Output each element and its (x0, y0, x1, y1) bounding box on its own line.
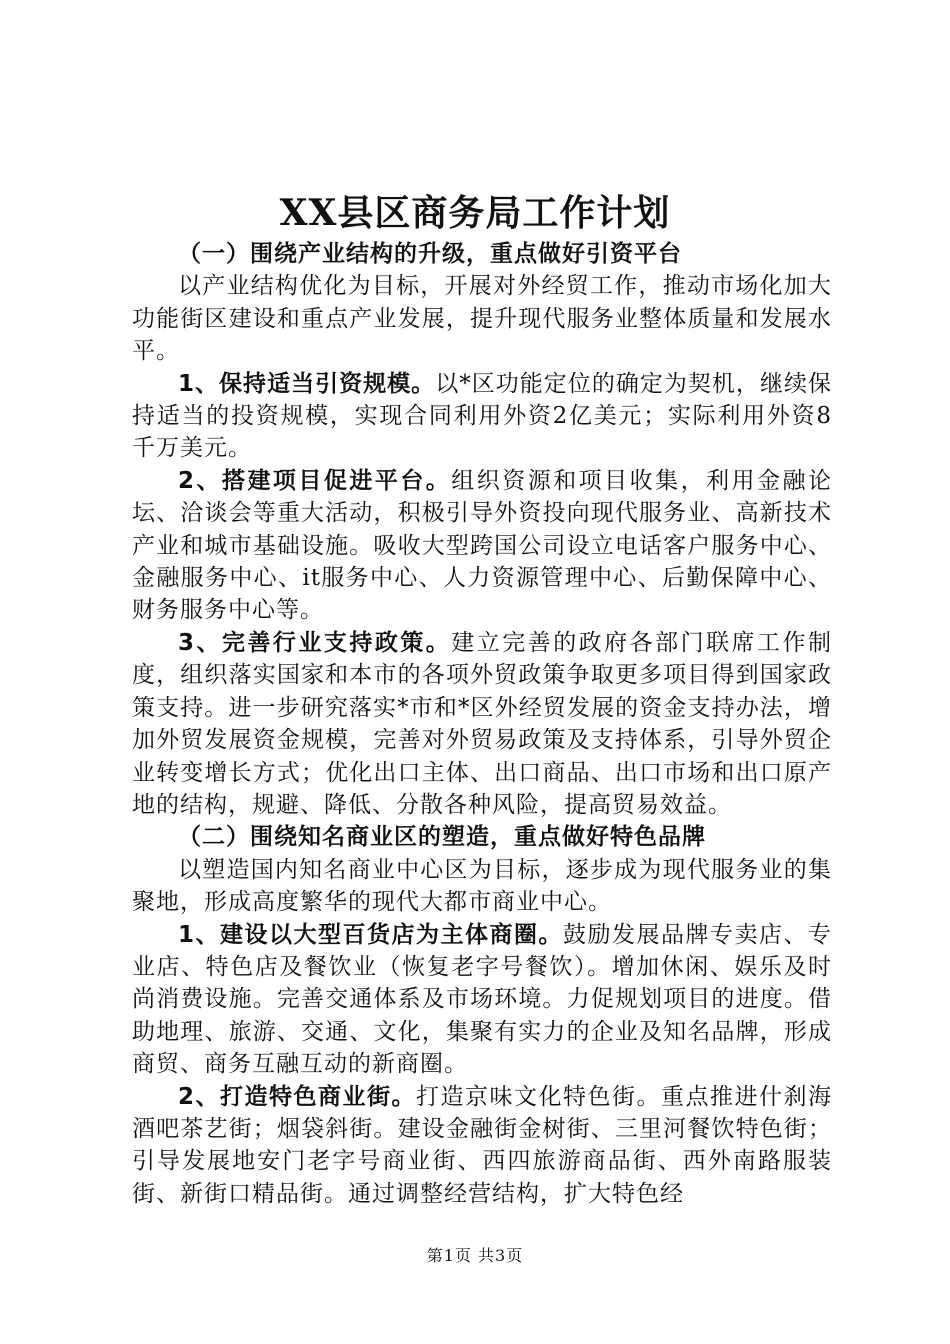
section-1-intro: 以产业结构优化为目标，开展对外经贸工作，推动市场化加大功能街区建设和重点产业发展，提升现代服务业整体质量和发展水平。 (132, 273, 832, 365)
section-1-item-3-text: 建立完善的政府各部门联席工作制度，组织落实国家和本市的各项外贸政策争取更多项目得到国家政策支持。进一步研究落实*市和*区外经贸发展的资金支持办法，增加外贸发展资金规模，完善对外贸易政策及支持体系，引导外贸企业转变增长方式；优化出口主体、出口商品、出口市场和出口原产地的结构，规避、降低、分散各种风险，提高贸易效益。 (132, 629, 832, 818)
section-2-intro: 以塑造国内知名商业中心区为目标，逐步成为现代服务业的集聚地，形成高度繁华的现代大都市商业中心。 (132, 856, 832, 916)
section-2-item-1-lead: 1、建设以大型百货店为主体商圈。 (178, 921, 563, 948)
section-1-item-3 (132, 627, 832, 821)
section-1-item-2-text: 组织资源和项目收集，利用金融论坛、洽谈会等重大活动，积极引导外资投向现代服务业、高新技术产业和城市基础设施。吸收大型跨国公司设立电话客户服务中心、金融服务中心、it服务中心、人力资源管理中心、后勤保障中心、财务服务中心等。 (132, 467, 832, 624)
section-2-item-2-text: 打造京味文化特色街。重点推进什刹海酒吧茶艺街；烟袋斜街。建设金融街金树街、三里河餐饮特色街；引导发展地安门老字号商业街、西四旅游商品街、西外南路服装街、新街口精品街。通过调整经营结构，扩大特色经 (132, 1083, 832, 1207)
document-body (132, 238, 832, 1210)
section-2-item-2-lead: 2、打造特色商业街。 (178, 1083, 416, 1110)
section-2-heading: （二）围绕知名商业区的塑造，重点做好特色品牌 (178, 824, 706, 851)
section-1-item-2 (132, 465, 832, 627)
section-2-item-2 (132, 1081, 832, 1211)
section-1-item-1-text: 以*区功能定位的确定为契机，继续保持适当的投资规模，实现合同利用外资2亿美元；实际利用外资8千万美元。 (132, 370, 832, 462)
section-1-item-1 (132, 368, 832, 465)
section-1-item-2-lead: 2、搭建项目促进平台。 (178, 467, 452, 494)
document-title: XX县区商务局工作计划 (279, 192, 671, 234)
section-1-item-3-lead: 3、完善行业支持政策。 (178, 629, 452, 656)
section-2-item-1-text: 鼓励发展品牌专卖店、专业店、特色店及餐饮业（恢复老字号餐饮）。增加休闲、娱乐及时尚消费设施。完善交通体系及市场环境。力促规划项目的进度。借助地理、旅游、交通、文化，集聚有实力的企业及知名品牌，形成商贸、商务互融互动的新商圈。 (132, 921, 832, 1078)
section-1-heading: （一）围绕产业结构的升级，重点做好引资平台 (178, 241, 682, 267)
section-1-item-1-lead: 1、保持适当引资规模。 (178, 370, 436, 397)
page-footer: 第1页 共3页 (426, 1246, 524, 1265)
section-2-item-1 (132, 919, 832, 1081)
